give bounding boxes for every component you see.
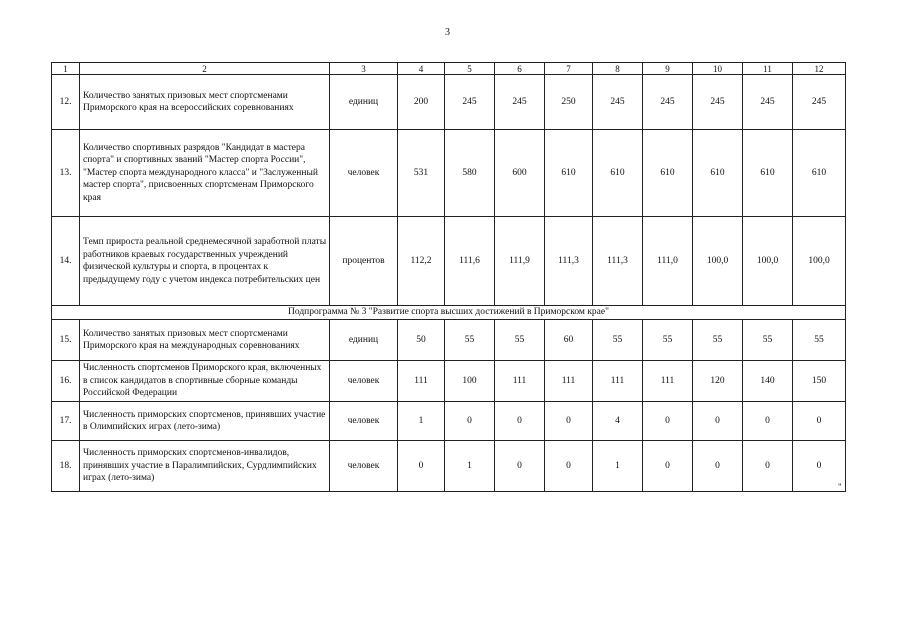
unit-cell: человек — [330, 402, 398, 441]
value-cell: 0 — [643, 402, 693, 441]
value-cell: 531 — [398, 130, 445, 217]
value-cell: 0 — [793, 402, 846, 441]
value-cell: 150 — [793, 361, 846, 402]
table-row — [52, 217, 846, 306]
column-header: 12 — [793, 63, 846, 75]
column-header: 4 — [398, 63, 445, 75]
value-cell: 200 — [398, 75, 445, 130]
column-header: 7 — [545, 63, 593, 75]
value-cell: 610 — [743, 130, 793, 217]
value-cell: 0 — [398, 441, 445, 492]
row-number: 17. — [52, 402, 80, 441]
value-cell: 610 — [545, 130, 593, 217]
page-number: 3 — [445, 27, 450, 38]
indicators-table — [51, 62, 846, 492]
value-cell: 245 — [643, 75, 693, 130]
value-cell: 0 — [495, 402, 545, 441]
value-cell: 1 — [445, 441, 495, 492]
value-cell: 4 — [593, 402, 643, 441]
unit-cell: процентов — [330, 217, 398, 306]
indicator-description: Темп прироста реальной среднемесячной заработной платы работников краевых государственных учреждений физической культуры и спорта, в процентах к предыдущему году с учетом индекса потребительских цен — [80, 217, 330, 306]
value-cell: 112,2 — [398, 217, 445, 306]
value-cell: 610 — [643, 130, 693, 217]
indicator-description: Количество занятых призовых мест спортсменами Приморского края на международных соревнованиях — [80, 320, 330, 361]
value-cell: 580 — [445, 130, 495, 217]
value-cell: 0 — [643, 441, 693, 492]
value-cell: 245 — [743, 75, 793, 130]
value-cell: 0 — [445, 402, 495, 441]
indicator-description: Численность приморских спортсменов-инвалидов, принявших участие в Паралимпийских, Сурдлимпийских играх (лето-зима) — [80, 441, 330, 492]
value-cell: 250 — [545, 75, 593, 130]
subprogram-title: Подпрограмма № 3 "Развитие спорта высших достижений в Приморском крае" — [52, 306, 846, 320]
table-row — [52, 320, 846, 361]
row-number: 18. — [52, 441, 80, 492]
value-cell: 111,3 — [593, 217, 643, 306]
unit-cell: единиц — [330, 75, 398, 130]
row-number: 13. — [52, 130, 80, 217]
unit-cell: единиц — [330, 320, 398, 361]
closing-quote-mark: " — [838, 482, 842, 492]
value-cell: 100,0 — [693, 217, 743, 306]
value-cell: 100 — [445, 361, 495, 402]
row-number: 12. — [52, 75, 80, 130]
unit-cell: человек — [330, 441, 398, 492]
value-cell: 55 — [495, 320, 545, 361]
value-cell: 100,0 — [793, 217, 846, 306]
value-cell: 610 — [693, 130, 743, 217]
value-cell: 610 — [593, 130, 643, 217]
column-header: 11 — [743, 63, 793, 75]
value-cell: 140 — [743, 361, 793, 402]
subprogram-header-row — [52, 306, 846, 320]
value-cell: 0 — [743, 402, 793, 441]
column-header: 10 — [693, 63, 743, 75]
value-cell: 0 — [693, 402, 743, 441]
value-cell: 111,3 — [545, 217, 593, 306]
value-cell: 0 — [545, 441, 593, 492]
value-cell: 245 — [793, 75, 846, 130]
column-number-header-row — [52, 63, 846, 75]
unit-cell: человек — [330, 361, 398, 402]
value-cell: 55 — [693, 320, 743, 361]
table-row — [52, 75, 846, 130]
indicator-description: Количество спортивных разрядов "Кандидат в мастера спорта" и спортивных званий "Мастер спорта России", "Мастер спорта международного класса" и "Заслуженный мастер спорта", присвоенных спортсменам Приморского края — [80, 130, 330, 217]
table-row — [52, 130, 846, 217]
value-cell: 610 — [793, 130, 846, 217]
value-cell: 245 — [593, 75, 643, 130]
column-header: 1 — [52, 63, 80, 75]
value-cell: 111 — [643, 361, 693, 402]
table-row — [52, 441, 846, 492]
value-cell: 50 — [398, 320, 445, 361]
column-header: 2 — [80, 63, 330, 75]
column-header: 6 — [495, 63, 545, 75]
value-cell: 111,6 — [445, 217, 495, 306]
value-cell: 245 — [445, 75, 495, 130]
value-cell: 111,0 — [643, 217, 693, 306]
value-cell: 111 — [398, 361, 445, 402]
indicator-description: Количество занятых призовых мест спортсменами Приморского края на всероссийских соревнованиях — [80, 75, 330, 130]
column-header: 9 — [643, 63, 693, 75]
value-cell: 55 — [793, 320, 846, 361]
value-cell: 1 — [398, 402, 445, 441]
value-cell: 600 — [495, 130, 545, 217]
value-cell: 120 — [693, 361, 743, 402]
value-cell: 55 — [643, 320, 693, 361]
value-cell: 1 — [593, 441, 643, 492]
column-header: 8 — [593, 63, 643, 75]
value-cell: 0 — [545, 402, 593, 441]
column-header: 3 — [330, 63, 398, 75]
table-row — [52, 402, 846, 441]
value-cell: 111 — [495, 361, 545, 402]
row-number: 14. — [52, 217, 80, 306]
value-cell: 0 — [693, 441, 743, 492]
value-cell: 245 — [693, 75, 743, 130]
column-header: 5 — [445, 63, 495, 75]
value-cell: 245 — [495, 75, 545, 130]
value-cell: 55 — [593, 320, 643, 361]
unit-cell: человек — [330, 130, 398, 217]
value-cell: 0 — [495, 441, 545, 492]
value-cell: 111 — [593, 361, 643, 402]
row-number: 15. — [52, 320, 80, 361]
value-cell: 100,0 — [743, 217, 793, 306]
indicator-description: Численность спортсменов Приморского края, включенных в список кандидатов в спортивные сборные команды Российской Федерации — [80, 361, 330, 402]
row-number: 16. — [52, 361, 80, 402]
value-cell: 0 — [793, 441, 846, 492]
value-cell: 55 — [445, 320, 495, 361]
value-cell: 0 — [743, 441, 793, 492]
value-cell: 111,9 — [495, 217, 545, 306]
table-row — [52, 361, 846, 402]
value-cell: 60 — [545, 320, 593, 361]
value-cell: 55 — [743, 320, 793, 361]
value-cell: 111 — [545, 361, 593, 402]
indicator-description: Численность приморских спортсменов, принявших участие в Олимпийских играх (лето-зима) — [80, 402, 330, 441]
